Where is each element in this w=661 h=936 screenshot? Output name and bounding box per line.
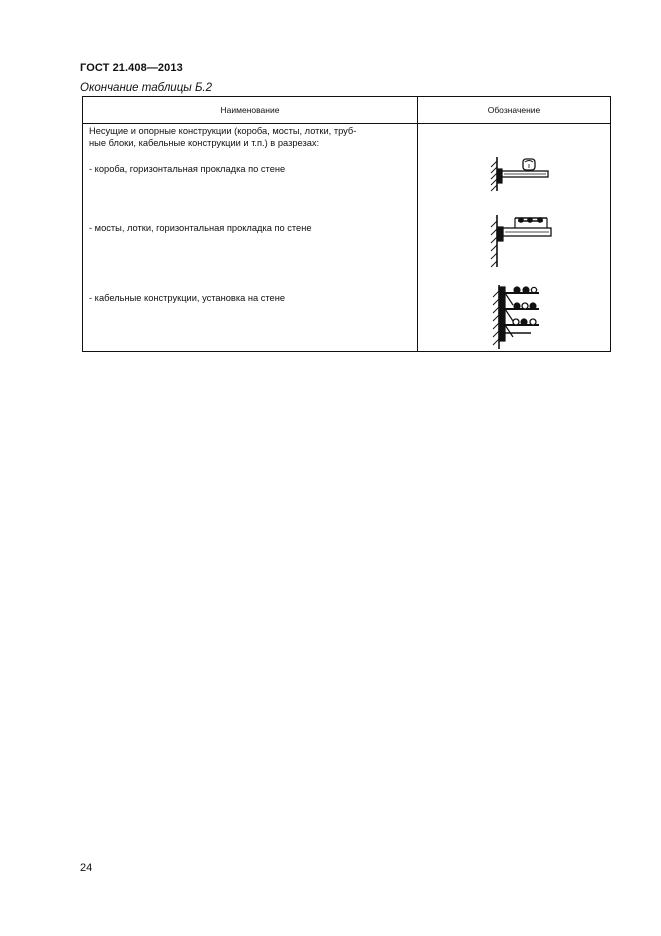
- tray-on-wall-symbol: [483, 211, 553, 271]
- row-label-tray: - мосты, лотки, горизонтальная прокладка по стене: [89, 223, 312, 233]
- document-code: ГОСТ 21.408—2013: [80, 62, 183, 74]
- row-label-cable-structure: - кабельные конструкции, установка на стене: [89, 293, 286, 303]
- designation-table: [82, 96, 611, 352]
- column-divider: [417, 97, 418, 351]
- table-intro-text: [89, 125, 415, 149]
- intro-line-1: Несущие и опорные конструкции (короба, мосты, лотки, труб-: [89, 126, 357, 136]
- table-header-row: [83, 97, 610, 124]
- intro-line-2: ные блоки, кабельные конструкции и т.п.) в разрезах:: [89, 138, 320, 148]
- page-number: 24: [80, 862, 93, 874]
- cable-structure-on-wall-symbol: [483, 281, 553, 351]
- table-caption: Окончание таблицы Б.2: [80, 82, 213, 94]
- box-on-wall-symbol: [483, 153, 553, 193]
- column-header-name: Наименование: [220, 105, 280, 115]
- row-label-box: - короба, горизонтальная прокладка по стене: [89, 164, 286, 174]
- column-header-designation: Обозначение: [487, 105, 541, 115]
